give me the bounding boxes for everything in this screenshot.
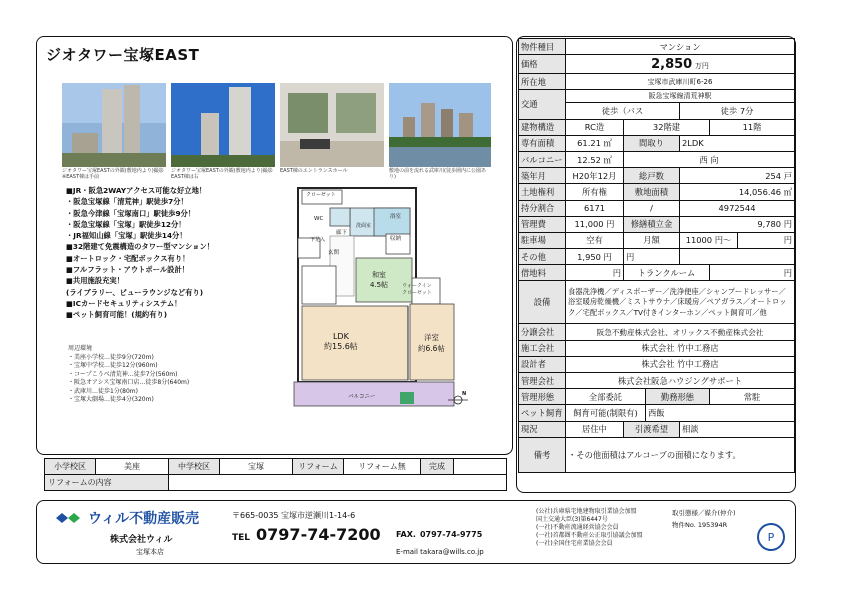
mid-school-value: 宝塚	[220, 459, 293, 475]
room-wc: WC	[314, 216, 324, 222]
type-label: 物件種目	[519, 39, 566, 55]
tel-number: 0797-74-7200	[256, 525, 381, 544]
tel-row	[232, 525, 381, 544]
company-logo	[54, 508, 199, 528]
note-label: 備考	[519, 437, 566, 472]
direction-value: 西 向	[624, 151, 795, 167]
area-label: 専有面積	[519, 135, 566, 151]
feature-item: ■ペット飼育可能！(規約有り)	[66, 310, 168, 320]
property-title: ジオタワー宝塚EAST	[46, 46, 200, 64]
fax-label: FAX.	[396, 530, 416, 539]
equip-label: 設備	[519, 281, 566, 324]
feature-item: ■ICカードセキュリティシステム！	[66, 298, 182, 308]
units-value: 254 戸	[680, 168, 795, 184]
feature-item: ■32階建て免震構造のタワー型マンション！	[66, 242, 215, 252]
structure-label: 建物構造	[519, 119, 566, 135]
license-item: (公社)兵庫県宅地建物取引業協会加盟	[536, 508, 637, 515]
room-western: 洋室 約6.6帖	[418, 333, 445, 353]
company-address: 〒665-0035 宝塚市逆瀬川1-14-6	[232, 511, 356, 520]
spec-table	[518, 38, 795, 473]
equip-value: 食器洗浄機／ディスポーザー／洗浄便座／シャンプードレッサー／浴室暖房乾燥機／ミストサウナ／床暖房／ペアガラス／オートロック／宅配ボックス／TV付きインターホン／ペット飼育可／他	[566, 281, 795, 324]
address-label: 所在地	[519, 74, 566, 90]
company-logo-text: ウィル不動産販売	[88, 511, 200, 527]
feature-item: ■共用施設充実！	[66, 276, 124, 286]
reform-label: リフォーム	[293, 459, 344, 475]
room-storage: 収納	[390, 236, 402, 242]
room-storage-in: 下足入	[310, 237, 326, 243]
done-label: 完成	[421, 459, 454, 475]
site-value: 14,056.46 ㎡	[680, 184, 795, 200]
feature-item: ・阪急宝塚線「清荒神」駅徒歩7分！	[66, 197, 188, 207]
other-yen: 円	[624, 249, 680, 265]
property-no: 物件No. 195394R	[672, 521, 728, 529]
trunk-yen: 円	[710, 265, 795, 281]
feature-item: ・阪急宝塚線「宝塚」駅徒歩12分！	[66, 219, 186, 229]
environment-item: ・阪急オアシス宝塚南口店…徒歩8分(640m)	[68, 379, 190, 386]
other-label: その他	[519, 249, 566, 265]
land-label: 土地権利	[519, 184, 566, 200]
status-value: 居住中	[566, 421, 624, 437]
room-walkin: ウォークイン クローゼット	[402, 283, 432, 296]
photo-river	[389, 83, 491, 167]
other-value: 1,950 円	[566, 249, 624, 265]
built-label: 築年月	[519, 168, 566, 184]
photo-exterior-1	[62, 83, 166, 167]
price-cell	[566, 55, 795, 74]
share-a: 6171	[566, 200, 624, 216]
photo-entrance	[280, 83, 384, 167]
reform-detail-label: リフォームの内容	[45, 475, 169, 491]
price-unit: 万円	[694, 61, 709, 70]
school-table	[44, 458, 507, 491]
trunk-label: トランクルーム	[624, 265, 710, 281]
share-label: 持分割合	[519, 200, 566, 216]
borrow-label: 借地料	[519, 265, 566, 281]
site-label: 敷地面積	[624, 184, 680, 200]
room-washroom: 洗面室	[356, 223, 372, 229]
environment-item: ・コープこうべ清荒神…徒歩7分(560m)	[68, 370, 178, 378]
floor-plan	[290, 186, 470, 418]
share-b: 4972544	[680, 200, 795, 216]
branch-name: 宝塚本店	[136, 548, 164, 556]
room-japanese: 和室 4.5帖	[370, 271, 389, 289]
tel-label: TEL	[232, 533, 251, 543]
pet-sub: 西飯	[646, 405, 795, 421]
traffic-line: 阪急宝塚線清荒神駅	[566, 90, 795, 103]
license-list	[536, 508, 643, 548]
floor-no-value: 11階	[710, 119, 795, 135]
builder-label: 施工会社	[519, 340, 566, 356]
environment-item: ・美座小学校…徒歩9分(720m)	[68, 353, 154, 361]
other-blank	[680, 249, 795, 265]
feature-item: ・阪急今津線「宝塚南口」駅徒歩9分！	[66, 208, 196, 218]
area-value: 61.21 ㎡	[566, 135, 624, 151]
floors-value: 32階建	[624, 119, 710, 135]
borrow-yen: 円	[566, 265, 624, 281]
certification-mark-icon	[756, 522, 786, 556]
land-value: 所有権	[566, 184, 624, 200]
email: E-mail takara@wills.co.jp	[396, 548, 484, 556]
environment-list	[68, 345, 189, 405]
feature-item: ・JR福知山線「宝塚」駅徒歩14分！	[66, 231, 187, 241]
balcony-label: バルコニー	[519, 151, 566, 167]
license-item: (一社)全国住宅産業協会会員	[536, 540, 613, 547]
room-entrance: 玄関	[328, 250, 340, 256]
fax-number: 0797-74-9775	[419, 530, 483, 539]
feature-item: ■フルフラット・アウトポール設計！	[66, 265, 190, 275]
status-label: 現況	[519, 421, 566, 437]
parking-fee: 11000 円〜	[680, 232, 738, 248]
elem-school-label: 小学校区	[45, 459, 96, 475]
parking-label: 駐車場	[519, 232, 566, 248]
photo-entrance-caption: EAST棟のエントランスホール	[280, 168, 348, 174]
pet-value: 飼育可能(制限有)	[566, 405, 646, 421]
mgmt-fee-value: 11,000 円	[566, 216, 624, 232]
repair-value: 9,780 円	[680, 216, 795, 232]
environment-item: ・武庫川…徒歩1分(80m)	[68, 387, 138, 395]
environment-heading: 周辺環境	[68, 345, 93, 352]
done-value	[454, 459, 507, 475]
feature-item: (ライブラリー、ビューラウンジなど有り)	[66, 287, 204, 297]
designer-label: 設計者	[519, 356, 566, 372]
room-bath: 浴室	[390, 214, 402, 220]
environment-item: ・宝塚中学校…徒歩12分(960m)	[68, 362, 158, 369]
deal-type: 取引態様／媒介(仲介)	[672, 509, 736, 517]
layout-value: 2LDK	[680, 135, 795, 151]
reform-value: リフォーム無	[344, 459, 421, 475]
company-name: 株式会社ウィル	[110, 535, 173, 545]
traffic-mode: 徒歩（バス	[566, 103, 680, 119]
license-item: (一社)不動産流通経営協会会員	[536, 524, 619, 531]
logo-icon	[54, 511, 84, 525]
structure-value: RC造	[566, 119, 624, 135]
room-ldk: LDK 約15.6帖	[324, 332, 358, 351]
room-hall: 廊下	[336, 230, 348, 236]
work-label: 勤務形態	[646, 389, 710, 405]
mgmt-fee-label: 管理費	[519, 216, 566, 232]
manager-value: 株式会社阪急ハウジングサポート	[566, 373, 795, 389]
seller-value: 阪急不動産株式会社、オリックス不動産株式会社	[566, 324, 795, 340]
photo-river-caption: 敷地の前を流れる武庫川(徒歩圏内に公園あり)	[389, 168, 486, 180]
elem-school-value: 美座	[96, 459, 169, 475]
manager-label: 管理会社	[519, 373, 566, 389]
traffic-time: 徒歩 7分	[680, 103, 795, 119]
fax-row	[396, 530, 482, 539]
built-value: H20年12月	[566, 168, 624, 184]
reform-detail-value	[169, 475, 507, 491]
mgmt-form-label: 管理形態	[519, 389, 566, 405]
license-item: (一社)首都圏不動産公正取引協議会加盟	[536, 532, 643, 539]
photo-exterior-1-caption: ジオタワー宝塚EASTの外観(敷地内より)撮影 ※EAST棟は手前	[62, 168, 164, 180]
price-value: 2,850	[651, 56, 693, 72]
mgmt-form-value: 全部委託	[566, 389, 646, 405]
work-value: 常駐	[710, 389, 795, 405]
north-arrow-label: N	[462, 391, 467, 397]
parking-status: 空有	[566, 232, 624, 248]
photo-exterior-2	[171, 83, 275, 167]
feature-list	[66, 185, 214, 321]
feature-item: ■オートロック・宅配ボックス有り！	[66, 253, 190, 263]
feature-item: ■JR・阪急2WAYアクセス可能な好立地！	[66, 186, 207, 195]
share-sep: /	[624, 200, 680, 216]
parking-monthly: 月額	[624, 232, 680, 248]
room-closet: クローゼット	[306, 192, 336, 198]
license-item: 国土交通大臣(3)第6447号	[536, 516, 608, 523]
mid-school-label: 中学校区	[169, 459, 220, 475]
traffic-label: 交通	[519, 90, 566, 119]
svg-text:P: P	[767, 531, 775, 544]
handover-value: 相談	[680, 421, 795, 437]
photo-exterior-2-caption: ジオタワー宝塚EASTの外観(敷地内より)撮影 EAST棟は右	[171, 168, 273, 180]
pet-label: ペット飼育	[519, 405, 566, 421]
room-balcony: バルコニー	[348, 394, 376, 400]
designer-value: 株式会社 竹中工務店	[566, 356, 795, 372]
price-label: 価格	[519, 55, 566, 74]
balcony-value: 12.52 ㎡	[566, 151, 624, 167]
type-value: マンション	[566, 39, 795, 55]
units-label: 総戸数	[624, 168, 680, 184]
parking-yen: 円	[738, 232, 795, 248]
seller-label: 分譲会社	[519, 324, 566, 340]
handover-label: 引渡希望	[624, 421, 680, 437]
builder-value: 株式会社 竹中工務店	[566, 340, 795, 356]
environment-item: ・宝塚大劇場…徒歩4分(320m)	[68, 396, 154, 403]
note-value: ・その他面積はアルコーブの面積になります。	[566, 437, 795, 472]
repair-label: 修繕積立金	[624, 216, 680, 232]
address-value: 宝塚市武庫川町6-26	[566, 74, 795, 90]
layout-label: 間取り	[624, 135, 680, 151]
